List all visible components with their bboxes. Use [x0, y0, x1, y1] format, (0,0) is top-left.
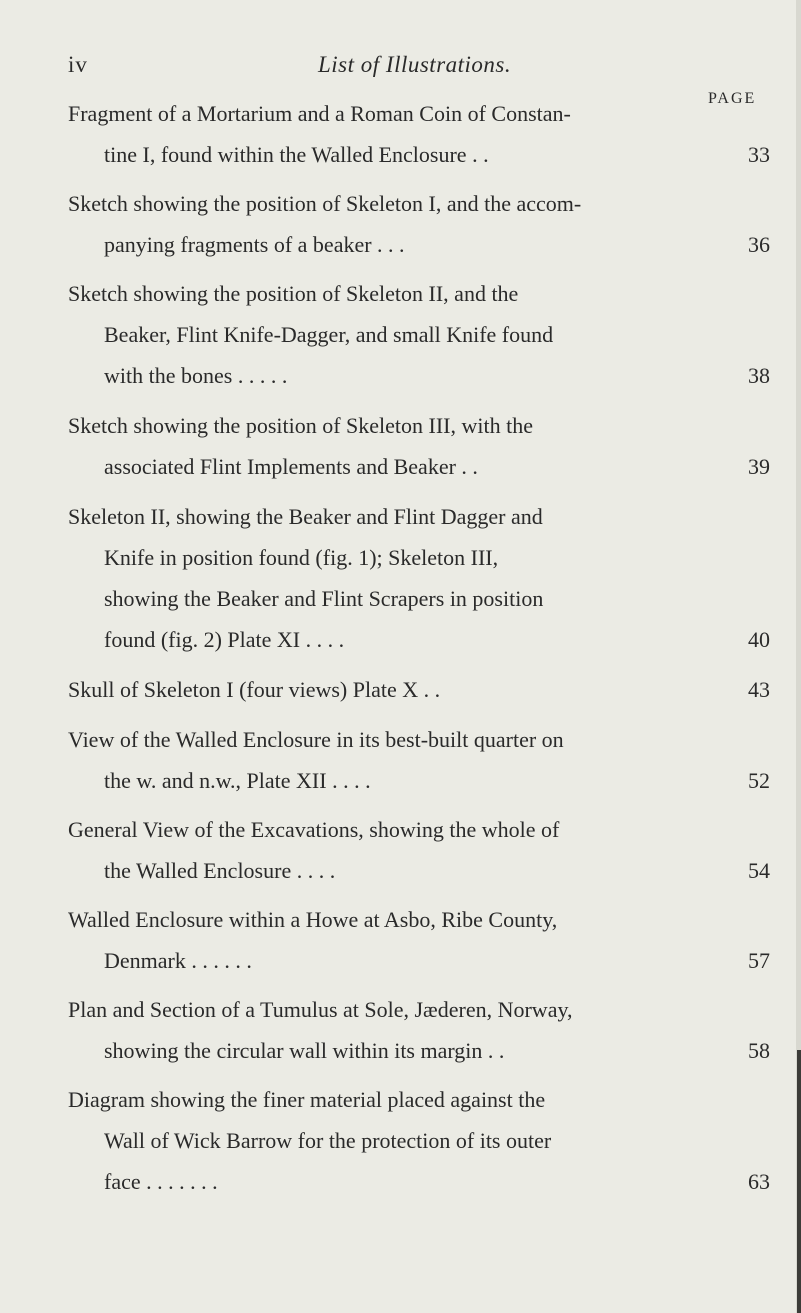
entry-page-number: 63 [748, 1169, 770, 1194]
entry-line: with the bones . . . . . [104, 363, 288, 388]
entry-line: found (fig. 2) Plate XI . . . . [104, 627, 345, 652]
entry-page-number: 43 [748, 677, 770, 702]
entry-line: Plan and Section of a Tumulus at Sole, Jæderen, Norway, [68, 997, 573, 1022]
entry-page-number: 36 [748, 232, 770, 257]
entry-page-number: 54 [748, 858, 770, 883]
entry-line: Sketch showing the position of Skeleton II, and the [68, 281, 519, 306]
entry-page-number: 33 [748, 142, 770, 167]
entry-line: showing the circular wall within its margin . . [104, 1038, 505, 1063]
entry-line: General View of the Excavations, showing the whole of [68, 817, 560, 842]
entry-line: Sketch showing the position of Skeleton I, and the accom- [68, 191, 582, 216]
entry-line: face . . . . . . . [104, 1169, 218, 1194]
entry-line: Sketch showing the position of Skeleton III, with the [68, 413, 533, 438]
entry-line: panying fragments of a beaker . . . [104, 232, 405, 257]
page-folio: iv [68, 52, 88, 77]
page-column-label: PAGE [708, 90, 757, 107]
running-title: List of Illustrations. [318, 52, 512, 77]
entry-line: Fragment of a Mortarium and a Roman Coin of Constan- [68, 101, 571, 126]
entry-line: Wall of Wick Barrow for the protection of its outer [104, 1128, 552, 1153]
page-header [0, 52, 801, 82]
entry-page-number: 52 [748, 768, 770, 793]
page-edge-shadow [797, 1050, 801, 1313]
entry-line: Skull of Skeleton I (four views) Plate X . . [68, 677, 441, 702]
entry-page-number: 40 [748, 627, 770, 652]
entry-line: Knife in position found (fig. 1); Skeleton III, [104, 545, 499, 570]
entry-page-number: 57 [748, 948, 770, 973]
entry-page-number: 38 [748, 363, 770, 388]
entry-line: View of the Walled Enclosure in its best-built quarter on [68, 727, 564, 752]
entry-line: Denmark . . . . . . [104, 948, 252, 973]
entry-line: Skeleton II, showing the Beaker and Flint Dagger and [68, 504, 543, 529]
entry-line: the w. and n.w., Plate XII . . . . [104, 768, 371, 793]
entry-line: Diagram showing the finer material placed against the [68, 1087, 546, 1112]
entry-line: Beaker, Flint Knife-Dagger, and small Knife found [104, 322, 554, 347]
entry-line: associated Flint Implements and Beaker . . [104, 454, 478, 479]
entry-page-number: 39 [748, 454, 770, 479]
entry-line: Walled Enclosure within a Howe at Asbo, Ribe County, [68, 907, 558, 932]
entry-line: tine I, found within the Walled Enclosure . . [104, 142, 489, 167]
entry-page-number: 58 [748, 1038, 770, 1063]
entry-line: showing the Beaker and Flint Scrapers in position [104, 586, 544, 611]
entry-line: the Walled Enclosure . . . . [104, 858, 336, 883]
